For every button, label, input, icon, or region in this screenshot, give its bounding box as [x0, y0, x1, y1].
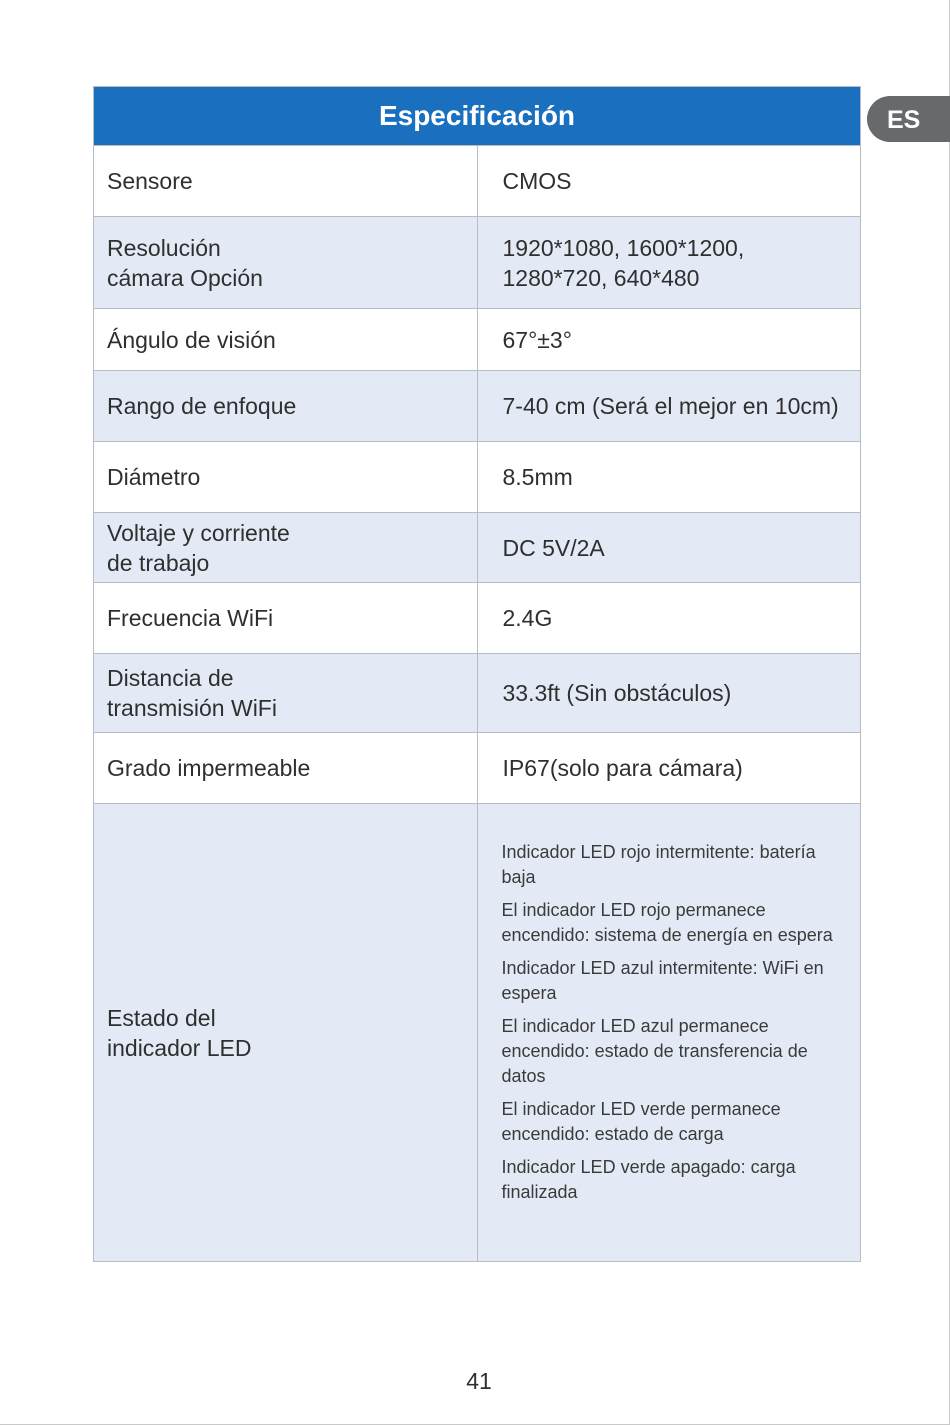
row-value	[477, 513, 861, 583]
row-label	[94, 583, 478, 654]
label-line: cámara Opción	[107, 264, 263, 291]
value-line: 1920*1080, 1600*1200,	[502, 234, 745, 261]
value-line: 33.3ft (Sin obstáculos)	[502, 680, 732, 706]
table-row-led	[94, 804, 861, 1262]
label-line: Diámetro	[107, 464, 201, 490]
label-line: indicador LED	[107, 1034, 252, 1061]
value-line: 8.5mm	[502, 464, 573, 490]
row-label	[94, 513, 478, 583]
row-value	[477, 654, 861, 733]
led-status-item: El indicador LED azul permanece encendido: estado de transferencia de datos	[501, 1016, 808, 1086]
label-line: Sensore	[107, 168, 193, 194]
led-status-item: El indicador LED verde permanece encendido: estado de carga	[501, 1099, 781, 1144]
language-tab: ES	[867, 96, 950, 142]
label-line: Ángulo de visión	[107, 326, 276, 353]
value-line: IP67(solo para cámara)	[502, 755, 743, 781]
table-title: Especificación	[94, 87, 861, 146]
label-line: Rango de enfoque	[107, 393, 297, 419]
row-value	[477, 217, 861, 309]
row-label	[94, 309, 478, 371]
value-line: 2.4G	[502, 605, 553, 631]
value-line: DC 5V/2A	[502, 534, 605, 561]
label-line: de trabajo	[107, 549, 210, 576]
value-line: 1280*720, 640*480	[502, 264, 700, 291]
row-label	[94, 804, 478, 1262]
table-row	[94, 217, 861, 309]
label-line: transmisión WiFi	[107, 695, 277, 721]
table-row	[94, 513, 861, 583]
table-row	[94, 583, 861, 654]
led-status-list	[477, 804, 861, 1262]
table-row	[94, 733, 861, 804]
table-row	[94, 146, 861, 217]
value-line: CMOS	[502, 168, 572, 194]
label-line: Frecuencia WiFi	[107, 605, 274, 631]
label-line: Estado del	[107, 1004, 216, 1031]
led-status-item: Indicador LED azul intermitente: WiFi en espera	[501, 958, 824, 1003]
value-line: 7-40 cm (Será el mejor en 10cm)	[502, 393, 839, 419]
led-status-item: El indicador LED rojo permanece encendido: sistema de energía en espera	[501, 900, 833, 945]
row-value	[477, 371, 861, 442]
label-line: Resolución	[107, 234, 221, 261]
table-row	[94, 654, 861, 733]
table-row	[94, 442, 861, 513]
label-line: Voltaje y corriente	[107, 519, 290, 546]
label-line: Grado impermeable	[107, 755, 311, 781]
row-label	[94, 442, 478, 513]
table-row	[94, 371, 861, 442]
specification-table	[93, 86, 861, 1262]
row-value	[477, 583, 861, 654]
row-value	[477, 146, 861, 217]
page-number: 41	[466, 1368, 492, 1394]
led-status-item: Indicador LED verde apagado: carga finalizada	[501, 1157, 796, 1202]
row-label	[94, 654, 478, 733]
label-line: Distancia de	[107, 665, 234, 691]
led-status-item: Indicador LED rojo intermitente: batería baja	[501, 842, 816, 887]
row-label	[94, 733, 478, 804]
row-value	[477, 309, 861, 371]
row-label	[94, 371, 478, 442]
row-value	[477, 733, 861, 804]
table-row	[94, 309, 861, 371]
row-value	[477, 442, 861, 513]
value-line: 67°±3°	[502, 326, 572, 353]
row-label	[94, 146, 478, 217]
row-label	[94, 217, 478, 309]
